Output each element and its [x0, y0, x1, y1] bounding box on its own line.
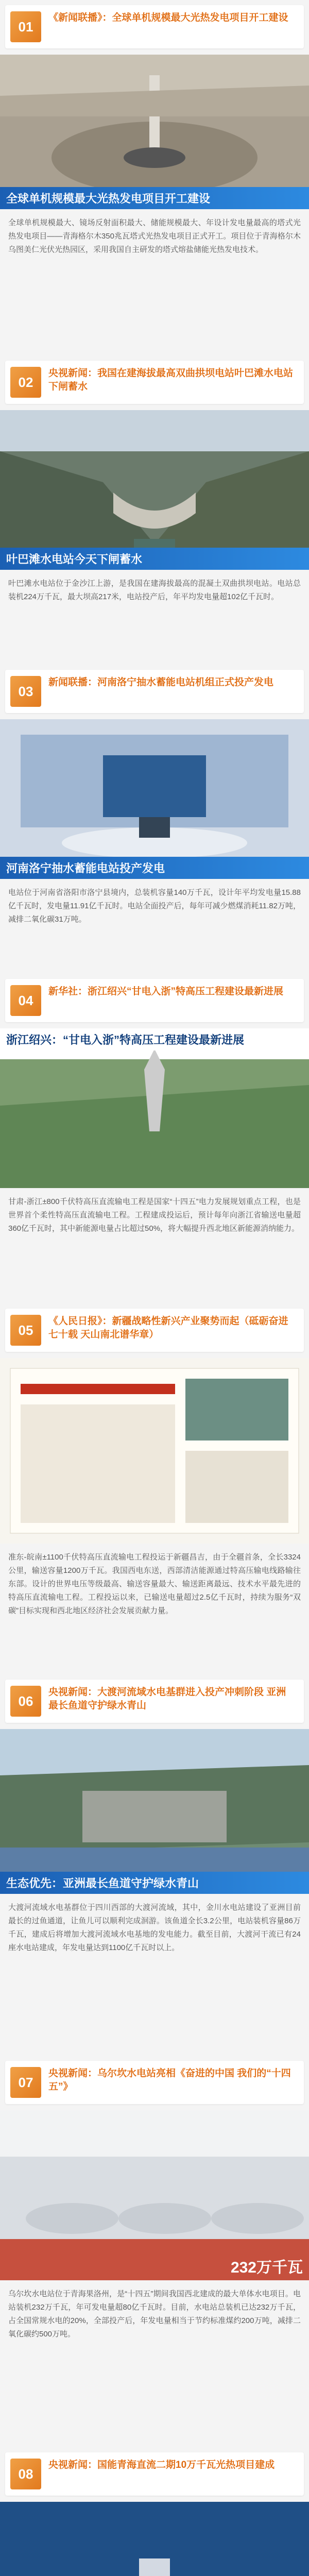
section-header	[5, 670, 304, 713]
section-number: 05	[10, 1315, 41, 1346]
section-body: 大渡河流域水电基群位于四川西部的大渡河流域，其中，金川水电站建设了亚洲目前最长的过鱼通道，让鱼儿可以顺利完成洄游。该鱼道全长3.2公里，电站装机容量86万千瓦，建成后将增加大渡河流域水电基地的发电能力。截至目前，大渡河干流已有24座水电站建成，年发电量达到1100亿千瓦时以上。	[8, 1903, 301, 1952]
section-number: 06	[10, 1686, 41, 1717]
section-title: 新华社：浙江绍兴“甘电入浙”特高压工程建设最新进展	[48, 986, 284, 997]
section-4	[0, 979, 309, 1233]
section-number: 07	[10, 2067, 41, 2098]
studio-image	[0, 719, 309, 879]
section-7	[0, 2061, 309, 2338]
photo-dam	[0, 410, 309, 570]
photo-hydro-hall	[0, 2110, 309, 2280]
section-number: 02	[10, 367, 41, 398]
section-1	[0, 5, 309, 254]
photo-pv-park	[0, 2502, 309, 2576]
section-header	[5, 1309, 304, 1352]
section-number: 04	[10, 985, 41, 1016]
section-title: 《新闻联播》：全球单机规模最大光热发电项目开工建设	[48, 12, 288, 23]
section-3	[0, 670, 309, 924]
section-6	[0, 1680, 309, 1952]
section-header	[5, 2061, 304, 2104]
section-body: 甘肃-浙江±800千伏特高压直流输电工程是国家“十四五”电力发展规划重点工程，也是世界首个柔性特高压直流输电工程。工程建成投运后，预计每年向浙江省输送电量超360亿千瓦时，其中新能源电量占比超过50%，将大幅提升西北地区新能源消纳能力。	[8, 1197, 301, 1233]
section-header	[5, 5, 304, 48]
fishway-image	[0, 1729, 309, 1894]
photo-studio	[0, 719, 309, 879]
dam-image	[0, 410, 309, 570]
photo-fishway	[0, 1729, 309, 1894]
section-body: 电站位于河南省洛阳市洛宁县境内，总装机容量140万千瓦，设计年平均发电量15.88亿千瓦时，发电量11.91亿千瓦时。电站全面投产后，每年可减少燃煤消耗11.82万吨，减排二氧化碳31万吨。	[8, 888, 301, 924]
photo-newspaper	[0, 1358, 309, 1544]
photo-caption: 河南洛宁抽水蓄能电站投产发电	[0, 857, 309, 879]
section-8	[0, 2452, 309, 2496]
section-title: 央视新闻：大渡河流域水电基群进入投产冲刺阶段 亚洲最长鱼道守护绿水青山	[48, 1687, 286, 1711]
section-header	[5, 979, 304, 1022]
section-number: 03	[10, 676, 41, 707]
section-title: 新闻联播：河南洛宁抽水蓄能电站机组正式投产发电	[48, 677, 274, 688]
section-title: 《人民日报》：新疆战略性新兴产业聚势而起（砥砺奋进七十载 天山南北谱华章）	[48, 1316, 288, 1340]
section-number: 01	[10, 11, 41, 42]
section-body: 准东-皖南±1100千伏特高压直流输电工程投运于新疆昌吉，由于全疆首条，全长3324公里，输送容量1200万千瓦。我国西电东送，西部清洁能源通过特高压输电线路输往东部。设计的世界电压等级最高、输送容量最大、输送距离最远、技术水平最先进的特高压直流输电工程。工程投运以来，已输送电量超过2.5亿千瓦时，持续为服务“双碳”目标实现和西北地区经济社会发展贡献力量。	[8, 1553, 301, 1615]
photo-solar-tower	[0, 55, 309, 209]
section-body: 全球单机规模最大、镜场反射面积最大、储能规模最大、年设计发电量最高的塔式光热发电项目——青海格尔木350兆瓦塔式光热发电项目正式开工。项目位于青海格尔木乌图美仁光伏光热园区，采用我国自主研发的塔式熔盐储能光热发电技术。	[8, 218, 301, 254]
section-header	[5, 361, 304, 404]
section-title: 央视新闻：我国在建海拔最高双曲拱坝电站叶巴滩水电站下闸蓄水	[48, 368, 294, 392]
section-5	[0, 1309, 309, 1615]
section-body: 叶巴滩水电站位于金沙江上游，是我国在建海拔最高的混凝土双曲拱坝电站。电站总装机224万千瓦，最大坝高217米，电站投产后，年平均发电量超102亿千瓦时。	[8, 579, 301, 601]
section-header	[5, 2452, 304, 2496]
section-title: 央视新闻：乌尔坎水电站亮相《奋进的中国 我们的“十四五”》	[48, 2068, 291, 2092]
pv-park-image	[0, 2502, 309, 2576]
photo-caption: 232万千瓦	[230, 2259, 303, 2276]
section-header	[5, 1680, 304, 1723]
section-title: 央视新闻：国能青海直流二期10万千瓦光热项目建成	[48, 2460, 275, 2470]
photo-caption: 全球单机规模最大光热发电项目开工建设	[0, 187, 309, 209]
section-2	[0, 361, 309, 601]
photo-caption: 生态优先：亚洲最长鱼道守护绿水青山	[0, 1872, 309, 1894]
newspaper-image	[0, 1358, 309, 1544]
solar-tower-image	[0, 55, 309, 209]
photo-power-line	[0, 1028, 309, 1188]
photo-caption: 叶巴滩水电站今天下闸蓄水	[0, 548, 309, 570]
section-body: 乌尔坎水电站位于青海果洛州，是“十四五”期间我国西北建成的最大单体水电项目。电站装机232万千瓦，年可发电量超80亿千瓦时。目前，水电站总装机已达232万千瓦，占全国常规水电的20%，全部投产后，年发电量相当于节约标准煤约200万吨，减排二氧化碳约500万吨。	[8, 2290, 301, 2338]
photo-caption: 浙江绍兴：“甘电入浙”特高压工程建设最新进展	[0, 1028, 309, 1050]
power-line-image	[0, 1028, 309, 1188]
section-number: 08	[10, 2459, 41, 2489]
